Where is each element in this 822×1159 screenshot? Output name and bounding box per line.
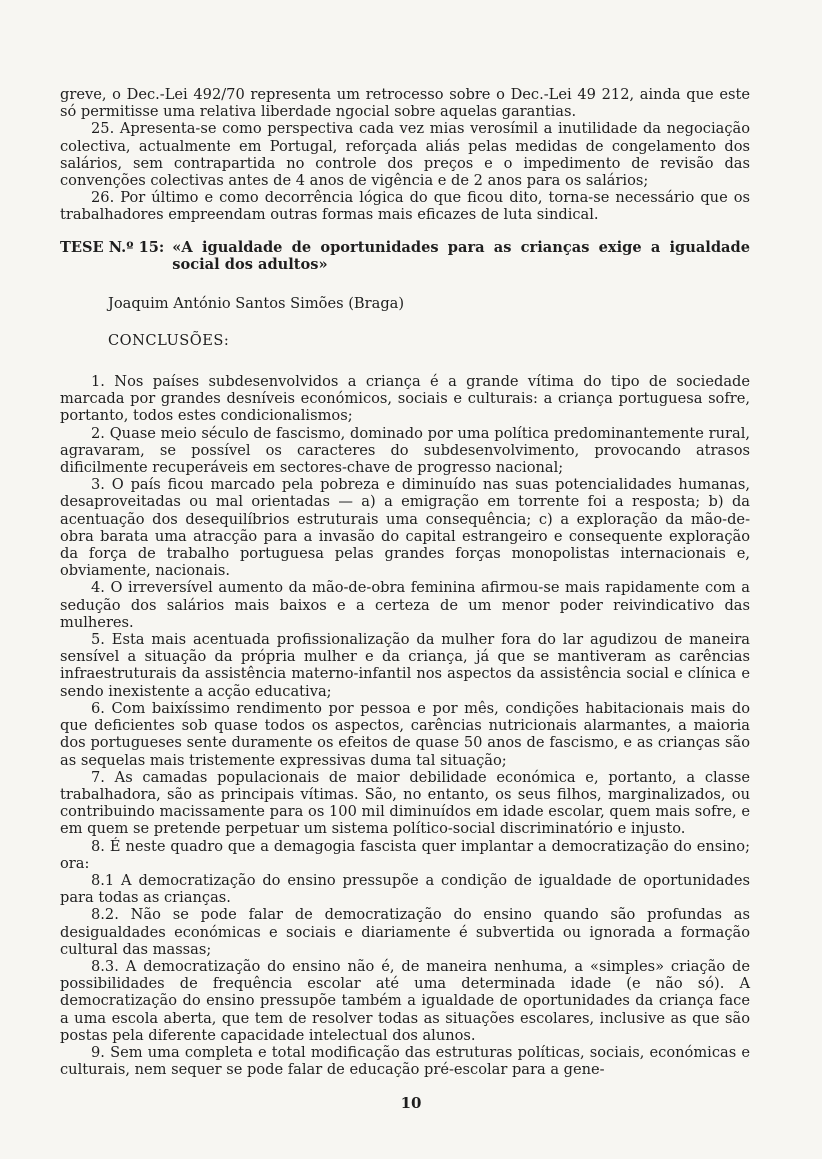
author-line: Joaquim António Santos Simões (Braga) [108,295,405,313]
conclusion-7: 7. As camadas populacionais de maior debilidade económica e, portanto, a classe trabalhadora, são as principais vítimas. São, no entanto, os seus filhos, marginalizados, ou contribuindo macissamente para os 100 mil diminuídos em idade escolar, quem mais sofre, e em quem se pretende perpetuar um sistema político-social discriminatório e injusto. [60,768,750,838]
paragraph-26: 26. Por último e como decorrência lógica do que ficou dito, torna-se necessário que os trabalhadores empreendam outras formas mais eficazes de luta sindical. [60,189,750,224]
conclusion-4: 4. O irreversível aumento da mão-de-obra feminina afirmou-se mais rapidamente com a sedução dos salários mais baixos e a certeza de um menor poder reivindicativo das mulheres. [60,579,750,631]
paragraph-greve: greve, o Dec.-Lei 492/70 representa um retrocesso sobre o Dec.-Lei 49 212, ainda que este só permitisse uma relativa liberdade ngocial sobre aquelas garantias. [60,86,750,121]
thesis-number: TESE N.º 15: [60,238,165,256]
conclusion-9: 9. Sem uma completa e total modificação das estruturas políticas, sociais, económicas e culturais, nem sequer se pode falar de educação pré-escolar para a gene- [60,1043,750,1079]
conclusion-5: 5. Esta mais acentuada profissionalização da mulher fora do lar agudizou de maneira sensível a situação da própria mulher e da criança, já que se mantiveram as carências infraestruturais da assistência materno-infantil nos aspectos da assistência social e clínica e sendo inexistente a acção educativa; [60,631,750,700]
conclusion-1: 1. Nos países subdesenvolvidos a criança é a grande vítima do tipo de sociedade marcada por grandes desníveis económicos, sociais e culturais: a criança portuguesa sofre, portanto, todos estes condicionalismos; [60,373,750,425]
thesis-title: «A igualdade de oportunidades para as crianças exige a igualdade social dos adultos» [172,238,750,273]
conclusion-6: 6. Com baixíssimo rendimento por pessoa e por mês, condições habitacionais mais do que deficientes sob quase todos os aspectos, carências nutricionais alarmantes, a maioria dos portugueses sente duramente os efeitos de quase 50 anos de fascismo, e as crianças são as sequelas mais tristemente expressivas duma tal situação; [60,699,750,769]
conclusion-8: 8. É neste quadro que a demagogia fascista quer implantar a democratização do ensino; ora: [60,837,750,872]
conclusion-8-3: 8.3. A democratização do ensino não é, de maneira nenhuma, a «simples» criação de possibilidades de frequência escolar até uma determinada idade (e não só). A democratização do ensino pressupõe também a igualdade de oportunidades da criança face a uma escola aberta, que tem de resolver todas as situações escolares, inclusive as que são postas pela diferente capacidade intelectual dos alunos. [60,957,750,1044]
conclusion-2: 2. Quase meio século de fascismo, dominado por uma política predominantemente rural, agravaram, se possível os caracteres do subdesenvolvimento, provocando atrasos dificilmente recuperáveis em sectores-chave de progresso nacional; [60,424,750,477]
page-number: 10 [400,1094,422,1112]
paragraph-25: 25. Apresenta-se como perspectiva cada vez mias verosímil a inutilidade da negociação colectiva, actualmente em Portugal, reforçada aliás pelas medidas de congelamento dos salários, sem contrapartida no controle dos preços e o impedimento de revisão das convenções colectivas antes de 4 anos de vigência e de 2 anos para os salários; [60,120,750,190]
thesis-heading [60,239,750,273]
conclusion-8-1: 8.1 A democratização do ensino pressupõe a condição de igualdade de oportunidades para todas as crianças. [60,871,750,907]
conclusions-heading: CONCLUSÕES: [108,332,230,350]
conclusion-8-2: 8.2. Não se pode falar de democratização do ensino quando são profundas as desigualdades económicas e sociais e diariamente é subvertida ou ignorada a formação cultural das massas; [60,906,750,958]
conclusion-3: 3. O país ficou marcado pela pobreza e diminuído nas suas potencialidades humanas, desaproveitadas ou mal orientadas — a) a emigração em torrente foi a resposta; b) da acentuação dos desequilíbrios estruturais uma consequência; c) a exploração da mão-de-obra barata uma atracção para a invasão do capital estrangeiro e consequente exploração da força de trabalho portuguesa pelas grandes forças monopolistas internacionais e, obviamente, nacionais. [60,476,750,580]
